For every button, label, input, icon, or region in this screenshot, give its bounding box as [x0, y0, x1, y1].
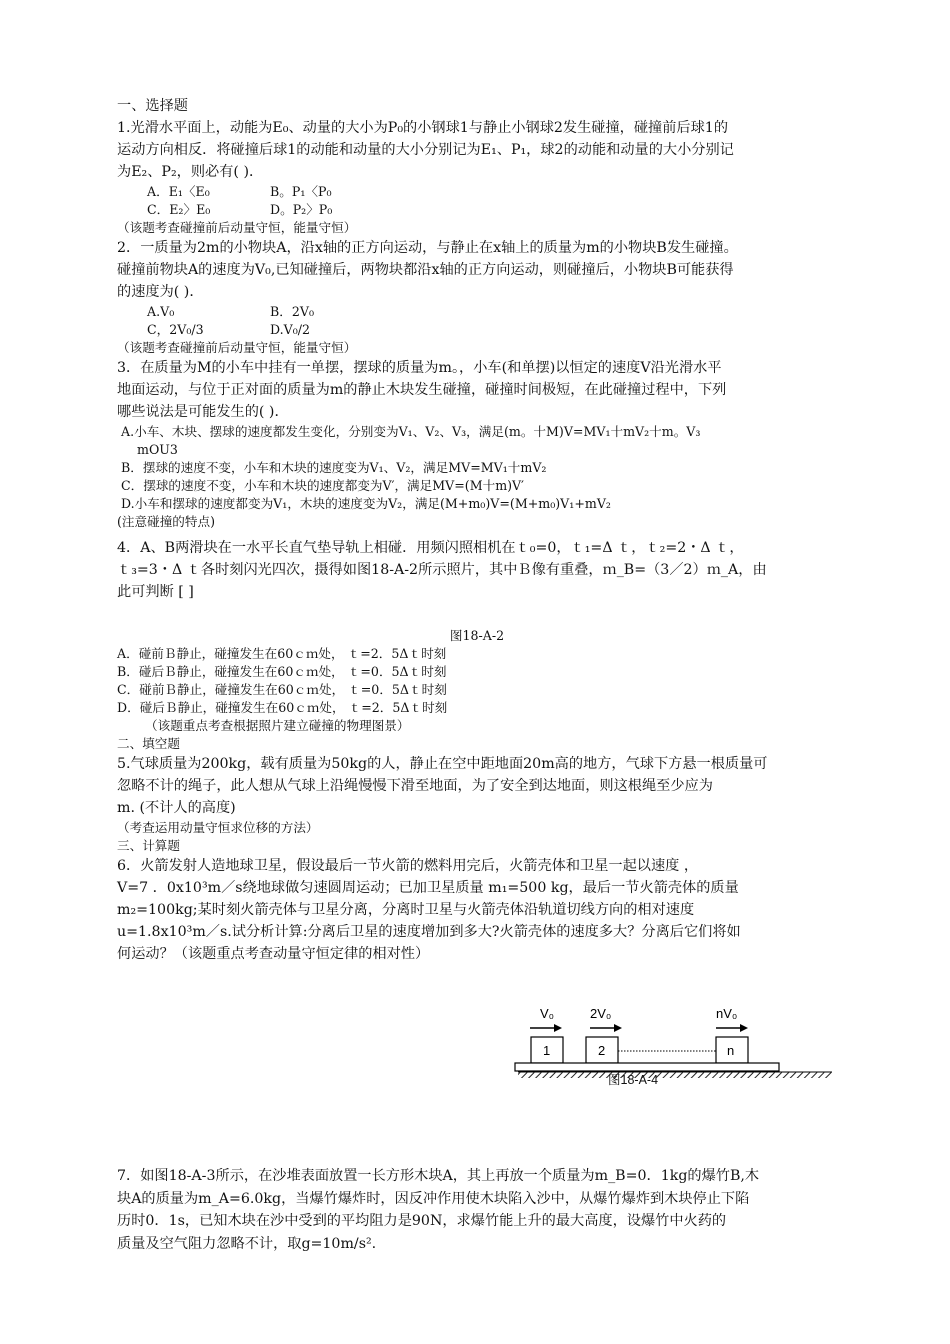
q3-option-c: C．摆球的速度不变，小车和木块的速度都变为V′，满足MV=(M十m)V′ [121, 478, 524, 493]
q2-note: （该题考查碰撞前后动量守恒，能量守恒） [117, 340, 357, 355]
q1-option-d: D。P₂〉P₀ [270, 202, 333, 217]
q2-option-d: D.V₀/2 [270, 322, 311, 337]
blocks-diagram [510, 1004, 840, 1094]
q1-option-b: B。P₁〈P₀ [270, 184, 332, 199]
velocity-label-1: V₀ [540, 1006, 555, 1021]
figure-18-a-4 [510, 1004, 840, 1094]
q1-line-2: 运动方向相反．将碰撞后球1的动能和动量的大小分别记为E₁、P₁，球2的动能和动量的大小分别记 [117, 142, 734, 158]
q2-option-a: A.V₀ [147, 304, 175, 319]
q2-option-c: C，2V₀/3 [147, 322, 204, 337]
arrow-right-icon [716, 1024, 748, 1032]
velocity-label-2: 2V₀ [590, 1006, 612, 1021]
q5-line-1: 5.气球质量为200kg，载有质量为50kg的人，静止在空中距地面20m高的地方，气球下方悬一根质量可 [117, 756, 768, 772]
q2-options-row-2 [117, 321, 837, 339]
q3-option-a: A.小车、木块、摆球的速度都发生变化，分别变为V₁、V₂、V₃，满足(m。十M)V=MV₁十mV₂十m。V₃ [121, 424, 701, 439]
q6-line-2: V=7 ．0x10³m／s绕地球做匀速圆周运动；已加卫星质量 m₁=500 kg，最后一节火箭壳体的质量 [117, 880, 739, 896]
q2-option-b: B．2V₀ [270, 304, 315, 319]
q7-line-3: 历时0．1s，已知木块在沙中受到的平均阻力是90N，求爆竹能上升的最大高度，设爆竹中火药的 [117, 1213, 727, 1229]
q2-line-2: 碰撞前物块A的速度为V₀,已知碰撞后，两物块都沿x轴的正方向运动，则碰撞后，小物块B可能获得 [117, 262, 734, 278]
q3-line-3: 哪些说法是可能发生的( )． [117, 404, 289, 420]
block-n-label: n [727, 1043, 735, 1058]
q5-line-2: 忽略不计的绳子，此人想从气球上沿绳慢慢下滑至地面，为了安全到达地面，则这根绳至少应为 [117, 778, 713, 794]
q1-options-row-1 [117, 183, 837, 201]
q4-option-d: D．碰后Ｂ静止，碰撞发生在60ｃｍ处， ｔ=2．5Δｔ时刻 [117, 700, 448, 715]
q3-line-2: 地面运动，与位于正对面的质量为m的静止木块发生碰撞，碰撞时间极短，在此碰撞过程中，下列 [117, 382, 727, 398]
ground-hatch [518, 1072, 832, 1078]
q3-note: (注意碰撞的特点) [117, 514, 215, 529]
q6-line-1: 6．火箭发射人造地球卫星，假设最后一节火箭的燃料用完后，火箭壳体和卫星一起以速度 ， [117, 858, 699, 874]
q1-options-row-2 [117, 201, 837, 219]
q3-line-1: 3．在质量为M的小车中挂有一单摆，摆球的质量为m。，小车(和单摆)以恒定的速度V沿光滑水平 [117, 360, 722, 376]
q3-option-d: D.小车和摆球的速度都变为V₁，木块的速度变为V₂，满足(M+m₀)V=(M+m₀)V₁+mV₂ [121, 496, 611, 511]
q4-figure-caption: 图18-A-2 [449, 628, 505, 643]
q1-option-c: C．E₂〉E₀ [147, 202, 211, 217]
q4-line-3: 此可判断 [ ] [117, 584, 194, 600]
document-body [117, 95, 837, 965]
q7-line-2: 块A的质量为m_A=6.0kg，当爆竹爆炸时，因反冲作用使木块陷入沙中，从爆竹爆炸到木块停止下陷 [117, 1190, 750, 1207]
question-7 [117, 1165, 837, 1255]
section-heading-choice: 一、选择题 [117, 98, 188, 114]
q2-line-3: 的速度为( )． [117, 284, 204, 300]
q3-option-b: B．摆球的速度不变，小车和木块的速度变为V₁、V₂，满足MV=MV₁十mV₂ [121, 460, 547, 475]
q4-option-a: A．碰前Ｂ静止，碰撞发生在60ｃｍ处， ｔ=2．5Δｔ时刻 [117, 646, 447, 661]
arrow-right-icon [530, 1024, 562, 1032]
q4-line-1: 4．A、B两滑块在一水平长直气垫导轨上相碰．用频闪照相机在ｔ₀=0，ｔ₁=Δ ｔ，ｔ₂=2・Δ ｔ， [117, 540, 744, 556]
q6-line-5: 何运动？（该题重点考查动量守恒定律的相对性） [117, 946, 430, 962]
figure-18-a-4-caption: 图18-A-4 [608, 1073, 659, 1087]
block-2-label: 2 [598, 1043, 606, 1058]
q5-note: （考查运用动量守恒求位移的方法） [117, 820, 319, 835]
q4-option-b: B．碰后Ｂ静止，碰撞发生在60ｃｍ处， ｔ=0．5Δｔ时刻 [117, 664, 447, 679]
q1-line-1: 1.光滑水平面上，动能为E₀、动量的大小为P₀的小钢球1与静止小钢球2发生碰撞，碰撞前后球1的 [117, 120, 729, 136]
q3-option-a-cont: mOU3 [137, 442, 178, 457]
q4-note: （该题重点考查根据照片建立碰撞的物理图景） [145, 718, 410, 733]
section-heading-fill: 二、填空题 [117, 736, 180, 751]
q6-line-4: u=1.8x10³m／s.试分析计算:分离后卫星的速度增加到多大?火箭壳体的速度多大？分离后它们将如 [117, 924, 741, 940]
q1-note: （该题考查碰撞前后动量守恒，能量守恒） [117, 220, 357, 235]
q6-line-3: m₂=100kg;某时刻火箭壳体与卫星分离，分离时卫星与火箭壳体沿轨道切线方向的相对速度 [117, 902, 695, 918]
q1-option-a: A．E₁〈E₀ [147, 184, 210, 199]
section-heading-calc: 三、计算题 [117, 838, 180, 853]
velocity-label-n: nV₀ [716, 1006, 738, 1021]
arrow-right-icon [590, 1024, 622, 1032]
q5-line-3: m. (不计人的高度) [117, 800, 236, 816]
q2-options-row-1 [117, 303, 837, 321]
q2-line-1: 2．一质量为2m的小物块A，沿x轴的正方向运动，与静止在x轴上的质量为m的小物块B发生碰撞。 [117, 240, 738, 256]
block-1-label: 1 [543, 1043, 551, 1058]
q1-line-3: 为E₂、P₂，则必有( )． [117, 164, 264, 180]
q4-option-c: C．碰前Ｂ静止，碰撞发生在60ｃｍ处， ｔ=0．5Δｔ时刻 [117, 682, 447, 697]
q7-line-1: 7．如图18-A-3所示，在沙堆表面放置一长方形木块A，其上再放一个质量为m_B=0．1kg的爆竹B,木 [117, 1168, 760, 1184]
q7-line-4: 质量及空气阻力忽略不计，取g=10m/s². [117, 1235, 377, 1252]
q4-line-2: ｔ₃=3・Δ ｔ各时刻闪光四次，摄得如图18-A-2所示照片，其中Ｂ像有重叠，ｍ_B=（3／2）ｍ_A，由 [117, 562, 767, 578]
